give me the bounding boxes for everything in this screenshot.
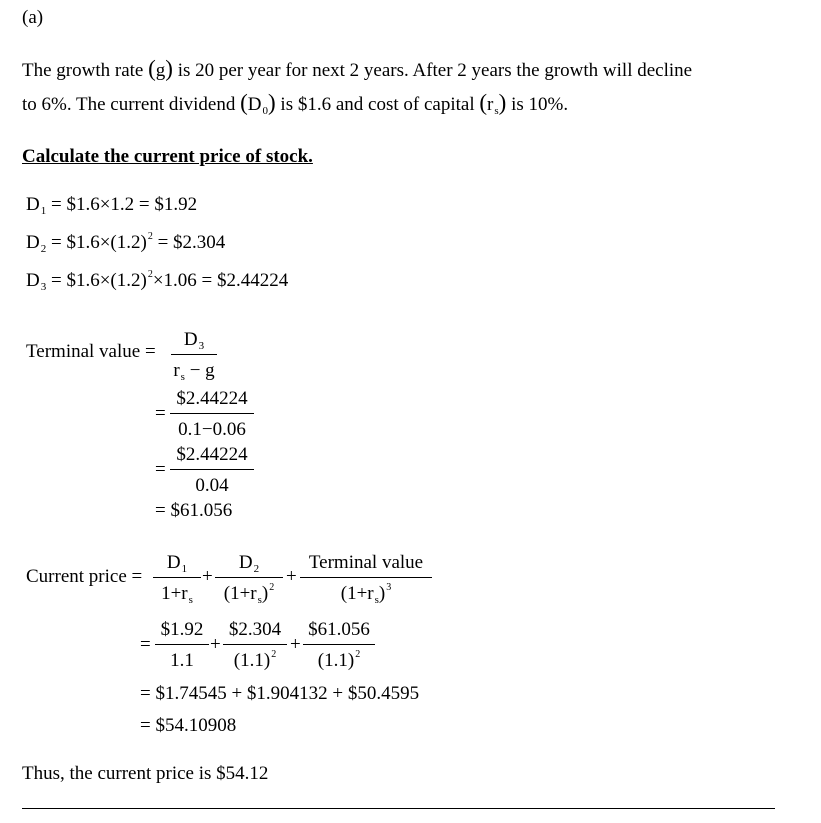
plus-sign: + <box>210 634 221 655</box>
part-label: (a) <box>22 7 44 28</box>
dividend-d2: $D_2$ = $\$1.6\times(1.2)^2$ = $2.304 <box>26 231 226 255</box>
intro-line-1: The growth rate (g) is 20 per year for next 2 years. After 2 years the growth will decline <box>22 56 693 81</box>
bottom-divider <box>22 808 775 809</box>
price-fraction-d1: $D_1$ $1+r_s$ <box>153 552 201 605</box>
price-sum-line: = $1.74545 + $1.904132 + $50.4595 <box>140 683 420 704</box>
current-price-label: Current price = <box>26 566 143 587</box>
terminal-fraction-1: $D_3$ $r_s - g$ <box>171 329 217 382</box>
dividend-symbol: D <box>247 94 262 115</box>
intro-text: The growth rate <box>22 60 144 81</box>
price-fraction-g1: $1.92 1.1 <box>155 619 209 672</box>
conclusion-text: Thus, the current price is $54.12 <box>22 763 269 784</box>
plus-sign: + <box>290 634 301 655</box>
cost-capital-symbol: r <box>487 94 494 115</box>
growth-symbol: g <box>155 60 166 81</box>
terminal-value-label: Terminal value = <box>26 341 156 362</box>
price-fraction-d2: $D_2$ $(1+r_s)^2$ <box>215 552 283 605</box>
terminal-equals-2: = <box>155 403 166 424</box>
terminal-fraction-2: $2.44224 0.1−0.06 <box>170 388 254 441</box>
plus-sign: + <box>286 566 297 587</box>
intro-text: is 10%. <box>511 94 569 115</box>
price-fraction-g2: $2.304 $(1.1)^2$ <box>223 619 287 672</box>
price-result-line: = $54.10908 <box>140 715 237 736</box>
dividend-d1: $D_1$ = $1.6×1.2 = $1.92 <box>26 194 198 217</box>
terminal-result: = $61.056 <box>155 500 233 521</box>
section-heading: Calculate the current price of stock. <box>22 146 313 167</box>
price-equals-2: = <box>140 634 151 655</box>
terminal-equals-3: = <box>155 459 166 480</box>
intro-line-2: to 6%. The current dividend $(D_0)$ is $1.6 and cost of capital $(r_s)$ is 10%. <box>22 90 569 117</box>
price-fraction-terminal: Terminal value $(1+r_s)^3$ <box>300 552 432 605</box>
terminal-fraction-3: $2.44224 0.04 <box>170 444 254 497</box>
dividend-d3: $D_3$ = $\$1.6\times(1.2)^2\times 1.06$ = $2.44224 <box>26 269 289 293</box>
plus-sign: + <box>202 566 213 587</box>
intro-text: is $1.6 and cost of capital <box>280 94 475 115</box>
intro-text: is 20 per year for next 2 years. After 2 years the growth will decline <box>177 60 693 81</box>
intro-text: to 6%. The current dividend <box>22 94 236 115</box>
price-fraction-g3: $61.056 $(1.1)^2$ <box>303 619 375 672</box>
